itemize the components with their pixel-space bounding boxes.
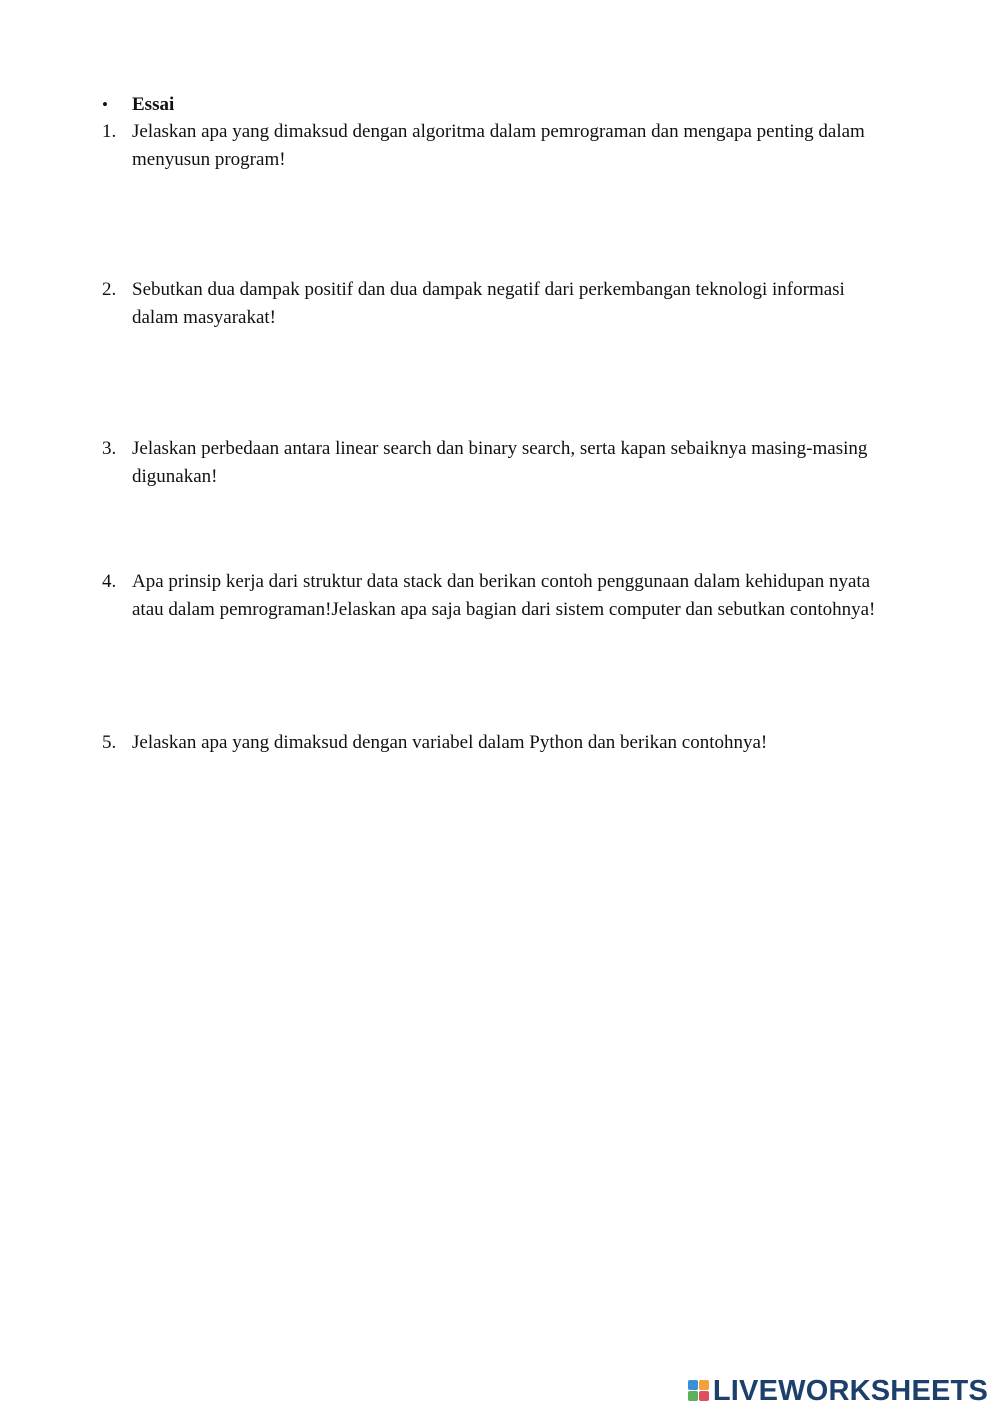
question-text: Jelaskan perbedaan antara linear search dan binary search, serta kapan sebaiknya masing-masing digunakan! bbox=[132, 438, 868, 487]
question-number: 3. bbox=[102, 438, 117, 459]
question-3 bbox=[102, 435, 932, 490]
question-1 bbox=[102, 118, 932, 173]
question-number: 2. bbox=[102, 279, 117, 300]
question-number: 1. bbox=[102, 121, 117, 142]
logo-square bbox=[688, 1380, 698, 1390]
question-text: Apa prinsip kerja dari struktur data stack dan berikan contoh penggunaan dalam kehidupan nyata atau dalam pemrograman!Jelaskan apa saja bagian dari sistem computer dan sebutkan contohnya! bbox=[132, 571, 876, 620]
liveworksheets-logo-icon bbox=[688, 1380, 710, 1402]
section-heading bbox=[102, 92, 174, 118]
question-text: Jelaskan apa yang dimaksud dengan variabel dalam Python dan berikan contohnya! bbox=[132, 732, 768, 753]
question-4 bbox=[102, 568, 932, 623]
question-text: Jelaskan apa yang dimaksud dengan algoritma dalam pemrograman dan mengapa penting dalam menyusun program! bbox=[132, 121, 865, 170]
question-5 bbox=[102, 729, 932, 757]
logo-square bbox=[688, 1391, 698, 1401]
logo-square bbox=[699, 1380, 709, 1390]
question-number: 5. bbox=[102, 732, 117, 753]
question-2 bbox=[102, 276, 932, 331]
question-text: Sebutkan dua dampak positif dan dua dampak negatif dari perkembangan teknologi informasi dalam masyarakat! bbox=[132, 279, 845, 328]
question-number: 4. bbox=[102, 571, 117, 592]
bullet-icon: • bbox=[102, 95, 108, 114]
brand-name: LIVEWORKSHEETS bbox=[712, 1374, 988, 1407]
section-title: Essai bbox=[132, 94, 175, 115]
liveworksheets-brand bbox=[688, 1376, 988, 1406]
logo-square bbox=[699, 1391, 709, 1401]
